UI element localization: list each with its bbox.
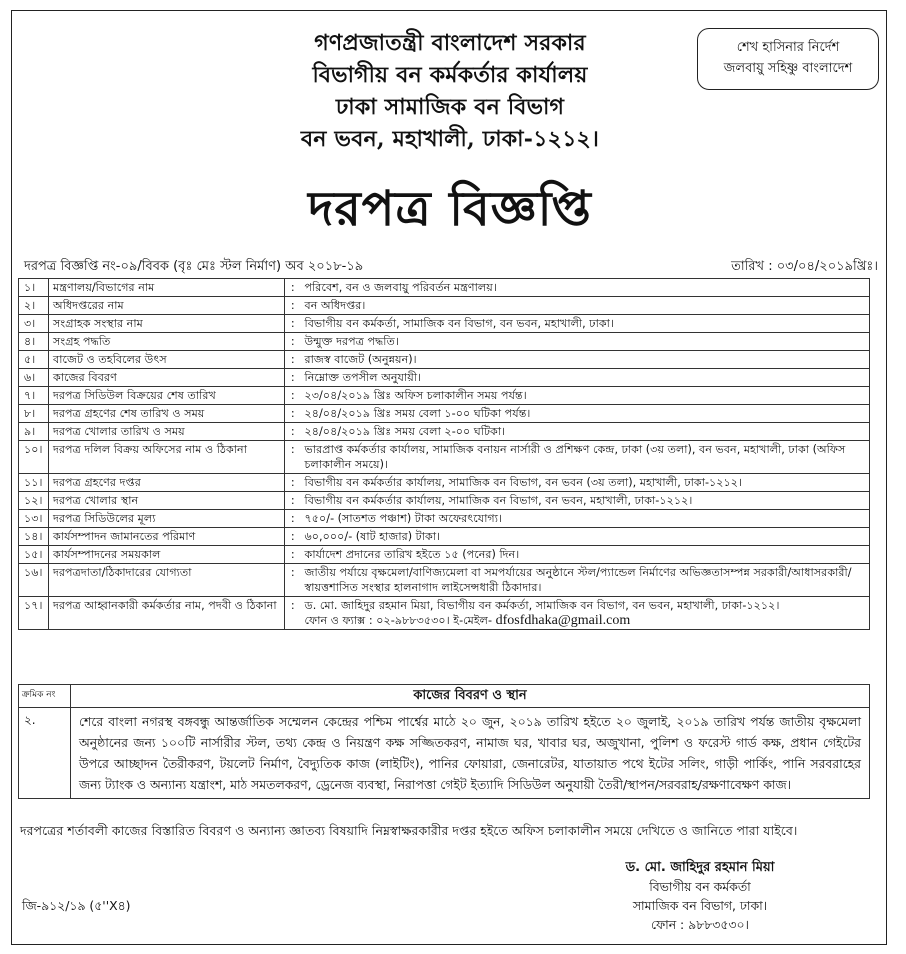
table-row: [19, 528, 870, 546]
row-value: [301, 297, 870, 315]
signatory-phone: ফোন : ৯৮৮৩৫৩০।: [651, 917, 749, 932]
header-office: বিভাগীয় বন কর্মকর্তার কার্যালয়: [312, 62, 588, 88]
row-separator: :: [285, 333, 301, 351]
row-separator: :: [285, 387, 301, 405]
row-value-text: নিম্নোক্ত তপসীল অনুযায়ী।: [304, 371, 422, 384]
row-label: দরপত্র দলিল বিক্রয় অফিসের নাম ও ঠিকানা: [49, 441, 285, 474]
row-number: ৮।: [19, 405, 49, 423]
row-separator: :: [285, 546, 301, 564]
page-title: দরপত্র বিজ্ঞপ্তি: [308, 181, 592, 237]
row-label: দরপত্র সিডিউলের মূল্য: [49, 510, 285, 528]
row-value-text: কার্যাদেশ প্রদানের তারিখ হইতে ১৫ (পনের) দিন।: [304, 548, 520, 561]
row-label: কার্যসম্পাদন জামানতের পরিমাণ: [49, 528, 285, 546]
conditions-paragraph: দরপত্রের শর্তাবলী কাজের বিস্তারিত বিবরণ ও অন্যান্য জ্ঞাতব্য বিষয়াদি নিম্নস্বাক্ষরকারীর দপ্তর হইতে অফিস চলাকালীন সময়ে দেখিতে ও জানিতে পারা যাইবে।: [20, 823, 798, 838]
signatory-office: সামাজিক বন বিভাগ, ঢাকা।: [632, 898, 768, 913]
row-number: ১২।: [19, 492, 49, 510]
row-value-text: বিভাগীয় বন কর্মকর্তা, সামাজিক বন বিভাগ, বন ভবন, মহাখালী, ঢাকা।: [304, 317, 614, 330]
row-value-text: বিভাগীয় বন কর্মকর্তার কার্যালয়, সামাজিক বন বিভাগ, বন ভবন (৩য় তলা), মহাখালী, ঢাকা-১২১২।: [304, 476, 743, 489]
row-number: ৫।: [19, 351, 49, 369]
row-number: ১৭।: [19, 597, 49, 630]
row-separator: :: [285, 441, 301, 474]
row-number: ৭।: [19, 387, 49, 405]
row-separator: :: [285, 315, 301, 333]
row-label: কাজের বিবরণ: [49, 369, 285, 387]
table-row: [19, 369, 870, 387]
row-value: [301, 369, 870, 387]
row-value-text: ৭৫০/- (সাতশত পঞ্চাশ) টাকা অফেরৎযোগ্য।: [304, 512, 503, 525]
row-value-text: ২৪/০৪/২০১৯ খ্রিঃ সময় বেলা ১-০০ ঘটিকা পর্যন্ত।: [304, 407, 531, 420]
table-row: [19, 510, 870, 528]
header-government: গণপ্রজাতন্ত্রী বাংলাদেশ সরকার: [314, 30, 586, 56]
work-table-header: [19, 685, 870, 708]
row-separator: :: [285, 564, 301, 597]
table-row: [19, 351, 870, 369]
row-value: [301, 279, 870, 297]
row-label: সংগ্রাহক সংস্থার নাম: [49, 315, 285, 333]
row-value-text: ড. মো. জাহিদুর রহমান মিয়া, বিভাগীয় বন কর্মকর্তা, সামাজিক বন বিভাগ, বন ভবন, মহাখালী, ঢাকা-১২১২।: [304, 599, 780, 612]
work-row-number: ২.: [19, 708, 71, 799]
row-value-text: পরিবেশ, বন ও জলবায়ু পরিবর্তন মন্ত্রণালয়।: [304, 281, 497, 294]
row-number: ১।: [19, 279, 49, 297]
row-label: দরপত্র সিডিউল বিক্রয়ের শেষ তারিখ: [49, 387, 285, 405]
table-row: [19, 708, 870, 799]
contact-phone-text: ফোন ও ফ্যাক্স : ০২-৯৮৮৩৫৩০। ই-মেইল-: [304, 614, 493, 627]
row-separator: :: [285, 405, 301, 423]
row-separator: :: [285, 279, 301, 297]
row-value: [301, 387, 870, 405]
table-row: [19, 474, 870, 492]
row-label: মন্ত্রণালয়/বিভাগের নাম: [49, 279, 285, 297]
table-row: [19, 423, 870, 441]
contact-email: dfosfdhaka@gmail.com: [495, 613, 631, 628]
row-value: [301, 315, 870, 333]
row-value: [301, 441, 870, 474]
row-value: [301, 564, 870, 597]
row-label: দরপত্র আহ্বানকারী কর্মকর্তার নাম, পদবী ও ঠিকানা: [49, 597, 285, 630]
row-label: দরপত্র খোলার তারিখ ও সময়: [49, 423, 285, 441]
row-separator: :: [285, 369, 301, 387]
notice-date: তারিখ : ০৩/০৪/২০১৯খ্রিঃ।: [731, 259, 878, 274]
table-row: [19, 387, 870, 405]
row-value-text: উন্মুক্ত দরপত্র পদ্ধতি।: [304, 335, 399, 348]
table-row: [19, 492, 870, 510]
slogan-line-1: শেখ হাসিনার নির্দেশ: [736, 40, 840, 55]
signatory-designation: বিভাগীয় বন কর্মকর্তা: [649, 879, 751, 894]
table-row: [19, 546, 870, 564]
row-label: দরপত্র গ্রহণের দপ্তর: [49, 474, 285, 492]
table-row: [19, 405, 870, 423]
row-separator: :: [285, 597, 301, 630]
row-separator: :: [285, 423, 301, 441]
row-separator: :: [285, 297, 301, 315]
row-value-text: জাতীয় পর্যায়ে বৃক্ষমেলা/বাণিজ্যমেলা বা সমপর্যায়ের অনুষ্ঠানে স্টল/প্যান্ডেল নির্মাণের অভিজ্ঞতাসম্পন্ন সরকারী/আধাসরকারী/স্বায়ত্তশাসিত সংস্থার হালনাগাদ লাইসেন্সধারী ঠিকাদার।: [304, 566, 852, 594]
slogan-box: [697, 28, 879, 90]
work-row-description: শেরে বাংলা নগরস্থ বঙ্গবন্ধু আন্তর্জাতিক সম্মেলন কেন্দ্রের পশ্চিম পার্শ্বের মাঠে ২০ জুন, ২০১৯ তারিখ হইতে ২০ জুলাই, ২০১৯ তারিখ পর্যন্ত জাতীয় বৃক্ষমেলা অনুষ্ঠানের জন্য ১০০টি নার্সারীর স্টল, তথ্য কেন্দ্র ও নিয়ন্ত্রণ কক্ষ সজ্জিতকরণ, নামাজ ঘর, খাবার ঘর, অজুখানা, পুলিশ ও ফরেস্ট গার্ড কক্ষ, প্রধান গেইটের উপরে আচ্ছাদন তৈরীকরণ, টয়লেট নির্মাণ, বৈদ্যুতিক কাজ (লাইটিং), পানির ফোয়ারা, জেনারেটর, যাতায়াত পথে ইটের সলিং, গাড়ী পার্কিং, পানি সরবরাহের জন্য ট্যাংক ও অন্যান্য যন্ত্রাংশ, মাঠ সমতলকরণ, ড্রেনেজ ব্যবস্থা, নিরাপত্তা গেইট ইত্যাদি সিডিউল অনুযায়ী তৈরী/স্থাপন/সরবরাহ/রক্ষণাবেক্ষণ কাজ।: [71, 708, 870, 799]
row-label: দরপত্র খোলার স্থান: [49, 492, 285, 510]
row-value: [301, 405, 870, 423]
row-value-text: বন অধিদপ্তর।: [304, 299, 366, 312]
row-value: [301, 510, 870, 528]
row-number: ১৫।: [19, 546, 49, 564]
row-value: [301, 546, 870, 564]
table-row: [19, 297, 870, 315]
table-row: [19, 597, 870, 630]
row-value: [301, 492, 870, 510]
work-description-table: [18, 684, 870, 799]
work-title-column-header: কাজের বিবরণ ও স্থান: [71, 685, 870, 708]
row-value-text: ভারপ্রাপ্ত কর্মকর্তার কার্যালয়, সামাজিক বনায়ন নার্সারী ও প্রশিক্ষণ কেন্দ্র, ঢাকা (৩য় তলা), বন ভবন, মহাখালী, ঢাকা (অফিস চলাকালীন সময়ে)।: [304, 443, 846, 471]
row-number: ১৬।: [19, 564, 49, 597]
row-separator: :: [285, 351, 301, 369]
row-value: [301, 351, 870, 369]
serial-column-header: ক্রমিক নং: [19, 685, 71, 708]
row-value: [301, 528, 870, 546]
row-value: [301, 474, 870, 492]
table-row: [19, 441, 870, 474]
row-value-text: বিভাগীয় বন কর্মকর্তার কার্যালয়, সামাজিক বন বিভাগ, বন ভবন, মহাখালী, ঢাকা-১২১২।: [304, 494, 693, 507]
row-label: দরপত্রদাতা/ঠিকাদারের যোগ্যতা: [49, 564, 285, 597]
row-label: কার্যসম্পাদনের সময়কাল: [49, 546, 285, 564]
row-label: বাজেট ও তহবিলের উৎস: [49, 351, 285, 369]
table-row: [19, 315, 870, 333]
header-division: ঢাকা সামাজিক বন বিভাগ: [335, 94, 565, 120]
signatory-name: ড. মো. জাহিদুর রহমান মিয়া: [625, 860, 775, 875]
reference-line: [24, 255, 878, 279]
row-value-text: ২৪/০৪/২০১৯ খ্রিঃ সময় বেলা ২-০০ ঘটিকা।: [304, 425, 506, 438]
row-number: ১১।: [19, 474, 49, 492]
row-number: ৪।: [19, 333, 49, 351]
tender-info-table: [18, 278, 870, 630]
signature-block: [560, 858, 840, 934]
row-label: অধিদপ্তরের নাম: [49, 297, 285, 315]
row-separator: :: [285, 528, 301, 546]
row-number: ৩।: [19, 315, 49, 333]
row-number: ১৪।: [19, 528, 49, 546]
row-label: সংগ্রহ পদ্ধতি: [49, 333, 285, 351]
header-address: বন ভবন, মহাখালী, ঢাকা-১২১২।: [300, 126, 600, 152]
row-value: [301, 423, 870, 441]
row-separator: :: [285, 510, 301, 528]
row-value: [301, 597, 870, 630]
row-number: ৬।: [19, 369, 49, 387]
row-value-text: ৬০,০০০/- (ষাট হাজার) টাকা।: [304, 530, 441, 543]
row-value: [301, 333, 870, 351]
table-row: [19, 279, 870, 297]
row-value-text: ২৩/০৪/২০১৯ খ্রিঃ অফিস চলাকালীন সময় পর্যন্ত।: [304, 389, 527, 402]
row-number: ১৩।: [19, 510, 49, 528]
row-number: ১০।: [19, 441, 49, 474]
row-separator: :: [285, 474, 301, 492]
table-row: [19, 333, 870, 351]
g-code: জি-৯১২/১৯ (৫''X৪): [22, 898, 131, 913]
slogan-line-2: জলবায়ু সহিষ্ণু বাংলাদেশ: [723, 61, 853, 76]
notice-reference-number: দরপত্র বিজ্ঞপ্তি নং-০৯/বিবক (বৃঃ মেঃ স্টল নির্মাণ) অব ২০১৮-১৯: [24, 259, 364, 274]
table-row: [19, 564, 870, 597]
row-label: দরপত্র গ্রহণের শেষ তারিখ ও সময়: [49, 405, 285, 423]
row-value-text: রাজস্ব বাজেট (অনুন্নয়ন)।: [304, 353, 417, 366]
row-number: ২।: [19, 297, 49, 315]
row-separator: :: [285, 492, 301, 510]
row-number: ৯।: [19, 423, 49, 441]
